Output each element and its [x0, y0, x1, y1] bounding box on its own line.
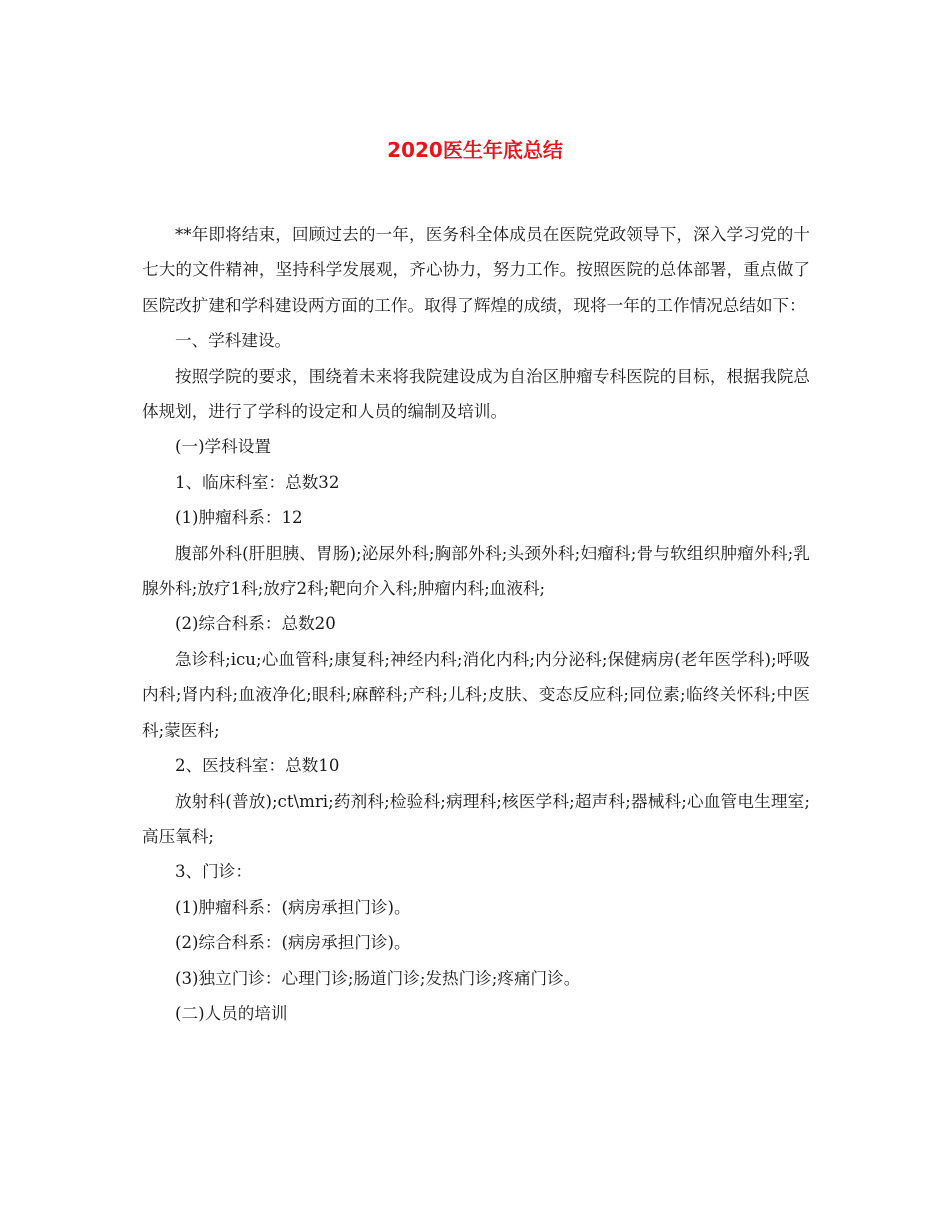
item-outpatient-general: (2)综合科系：(病房承担门诊)。 [175, 933, 411, 953]
list-general-departments: 急诊科;icu;心血管科;康复科;神经内科;消化内科;内分泌科;保健病房(老年医学科);呼吸内科;肾内科;血液净化;眼科;麻醉科;产科;儿科;皮肤、变态反应科;同位素;临终关怀科;中医科;蒙医科; [142, 649, 810, 740]
heading-staff-training: (二)人员的培训 [175, 1003, 288, 1023]
paragraph-intro: **年即将结束，回顾过去的一年，医务科全体成员在医院党政领导下，深入学习党的十七大的文件精神，坚持科学发展观，齐心协力，努力工作。按照医院的总体部署，重点做了医院改扩建和学科建设两方面的工作。取得了辉煌的成绩，现将一年的工作情况总结如下： [142, 225, 810, 315]
item-outpatient: 3、门诊： [175, 862, 252, 882]
item-outpatient-oncology: (1)肿瘤科系：(病房承担门诊)。 [175, 897, 411, 917]
heading-discipline-construction: 一、学科建设。 [175, 331, 292, 351]
document-body [142, 217, 810, 1031]
item-general-system: (2)综合科系：总数20 [175, 614, 336, 634]
item-clinical-departments: 1、临床科室：总数32 [175, 472, 340, 492]
heading-discipline-setup: (一)学科设置 [175, 437, 271, 457]
item-oncology-system: (1)肿瘤科系：12 [175, 508, 303, 528]
item-medical-technology: 2、医技科室：总数10 [175, 756, 340, 776]
paragraph-plan: 按照学院的要求，围绕着未来将我院建设成为自治区肿瘤专科医院的目标，根据我院总体规划，进行了学科的设定和人员的编制及培训。 [142, 366, 810, 422]
list-oncology-departments: 腹部外科(肝胆胰、胃肠);泌尿外科;胸部外科;头颈外科;妇瘤科;骨与软组织肿瘤外科;乳腺外科;放疗1科;放疗2科;靶向介入科;肿瘤内科;血液科; [142, 543, 810, 599]
document-title: 2020医生年底总结 [387, 138, 563, 162]
item-outpatient-independent: (3)独立门诊：心理门诊;肠道门诊;发热门诊;疼痛门诊。 [175, 968, 581, 988]
list-medical-technology: 放射科(普放);ct\mri;药剂科;检验科;病理科;核医学科;超声科;器械科;心血管电生理室;高压氧科; [142, 791, 810, 846]
